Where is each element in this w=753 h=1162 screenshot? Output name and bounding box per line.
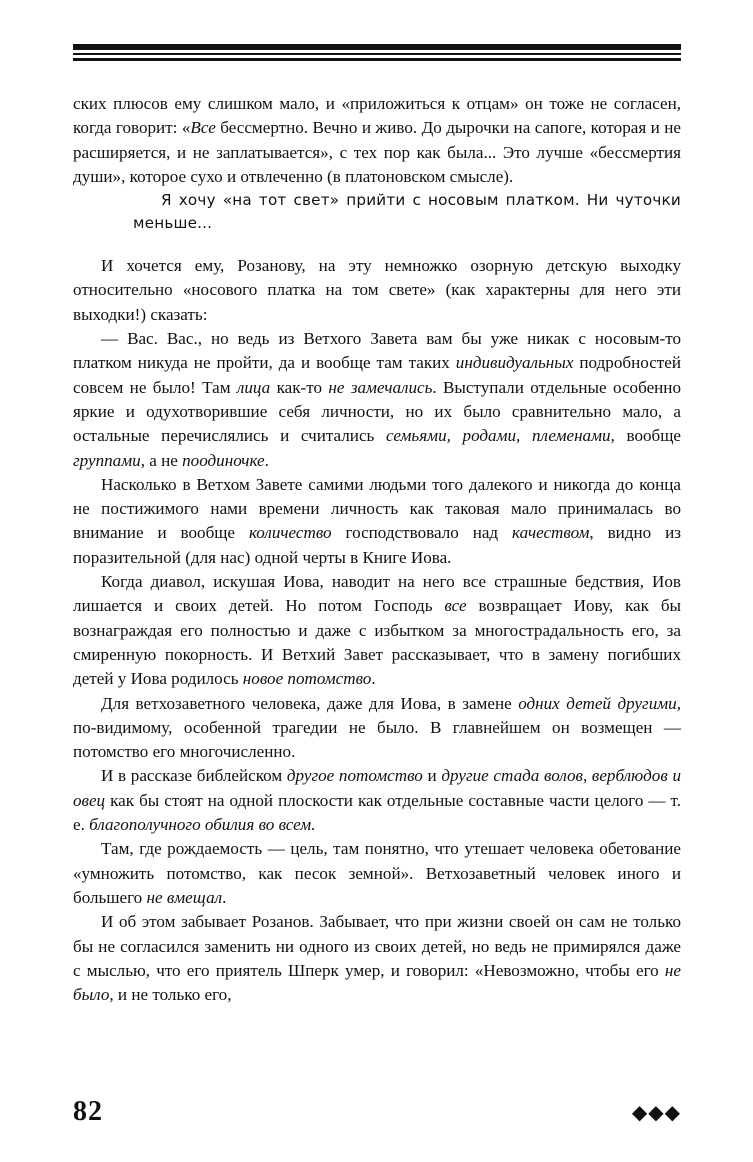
text-run: подробностей совсем не было! Там [73,353,681,397]
italic-run: Все [190,118,216,138]
paragraph [73,473,681,570]
paragraph [73,692,681,765]
italic-run: новое потомство [242,669,372,689]
epigraph-quote [73,189,681,234]
paragraph [73,327,681,473]
text-run: , вообще [610,426,681,446]
text-run: Когда диавол, искушая Иова, наводит на него все страшные бедствия, Иов лишается и своих детей. Но потом Господь [73,572,681,616]
italic-run: не было, [73,960,681,1005]
italic-run: другое потомство [286,766,423,786]
italic-run: семьями, родами, племенами [386,426,611,446]
text-run: бессмертно. Вечно и живо. До дырочки на сапоге, которая и не расширяется, и не заплатывается», с тех пор как была... Это лучше «бессмертия души», которое сухо и отвлеченно (в платоновском смысле). [73,118,681,186]
italic-run: одних детей другими [518,693,677,713]
diamond-ornament-icon: ◆◆◆ [631,1100,681,1124]
italic-run: другие стада волов, верблюдов и овец [73,766,681,810]
text-run: и не только его, [113,985,232,1005]
paragraph [73,764,681,837]
italic-run: лица [236,377,271,397]
header-rule-thin-bar [73,53,681,55]
text-run: И в рассказе библейском [101,766,287,786]
italic-run: группами [73,450,141,470]
text-run: . [371,669,376,689]
paragraph [73,910,681,1007]
text-run: ских плюсов ему слишком мало, и «приложиться к отцам» он тоже не согласен, когда говорит: « [73,94,681,138]
text-run: И хочется ему, Розанову, на эту немножко озорную детскую выходку относительно «носового платка на том свете» (как характерны для него эти выходки!) сказать: [73,256,681,324]
text-run: возвращает Иову, как бы вознаграждая его полностью и даже с избытком за многострадальность его, за смиренную покорность. И Ветхий Завет рассказывает, что в замену погибших детей у Иова родилось [73,596,682,689]
text-run: — Вас. Вас., но ведь из Ветхого Завета вам бы уже никак с носовым-то платком никуда не пройти, да и вообще там таких [73,329,681,373]
text-run: И об этом забывает Розанов. Забывает, что при жизни своей он сам не только бы не согласился заменить ни одного из своих детей, но ведь не примирялся даже с мыслью, что его приятель Шперк умер, и говорил: «Невозможно, чтобы его [73,912,681,980]
text-run: Насколько в Ветхом Завете самими людьми того далекого и никогда до конца не постижимого нами времени личность как таковая мало принималась во внимание и вообще [73,474,681,543]
text-run: , а не [140,450,183,470]
header-rule-thick-bar [73,44,681,50]
header-rule [73,44,681,61]
italic-run: качеством [512,523,590,543]
italic-run: не вмещал [146,887,223,907]
paragraph [73,92,681,189]
text-run: Я хочу «на тот свет» прийти с носовым платком. Ни чуточки меньше... [133,191,681,232]
italic-run: количество [248,523,332,543]
paragraph [73,254,681,327]
text-run: . Выступали отдельные особенно яркие и одухотворившие себя личности, но их было сравнительно мало, а остальные перечислялись и считались [73,377,682,446]
italic-run: все [444,596,467,616]
text-run: господствовало над [331,523,513,543]
text-run: . [222,887,227,907]
italic-run: индивидуальных [455,353,574,373]
text-run: как-то [270,377,329,397]
text-run: как бы стоят на одной плоскости как отдельные составные части целого — т. е. [73,790,681,835]
body-text [73,92,681,1007]
text-run: Для ветхозаветного человека, даже для Иова, в замене [101,693,519,713]
italic-run: поодиночке [182,450,265,470]
paragraph [73,837,681,910]
italic-run: не замечались [328,377,433,397]
text-run: , по-видимому, особенной трагедии не было. В главнейшем он возмещен — потомство его многочисленно. [73,693,681,762]
italic-run: благополучного обилия во всем. [89,815,316,835]
page-number: 82 [73,1096,103,1127]
text-run: и [422,766,442,786]
text-run: , видно из поразительной (для нас) одной черты в Книге Иова. [73,523,682,567]
text-run: . [264,450,269,470]
paragraph [73,570,681,691]
text-run: Там, где рождаемость — цель, там понятно, что утешает человека обетование «умножить потомство, как песок земной». Ветхозаветный человек иного и большего [73,839,681,907]
header-rule-mid-bar [73,58,681,61]
